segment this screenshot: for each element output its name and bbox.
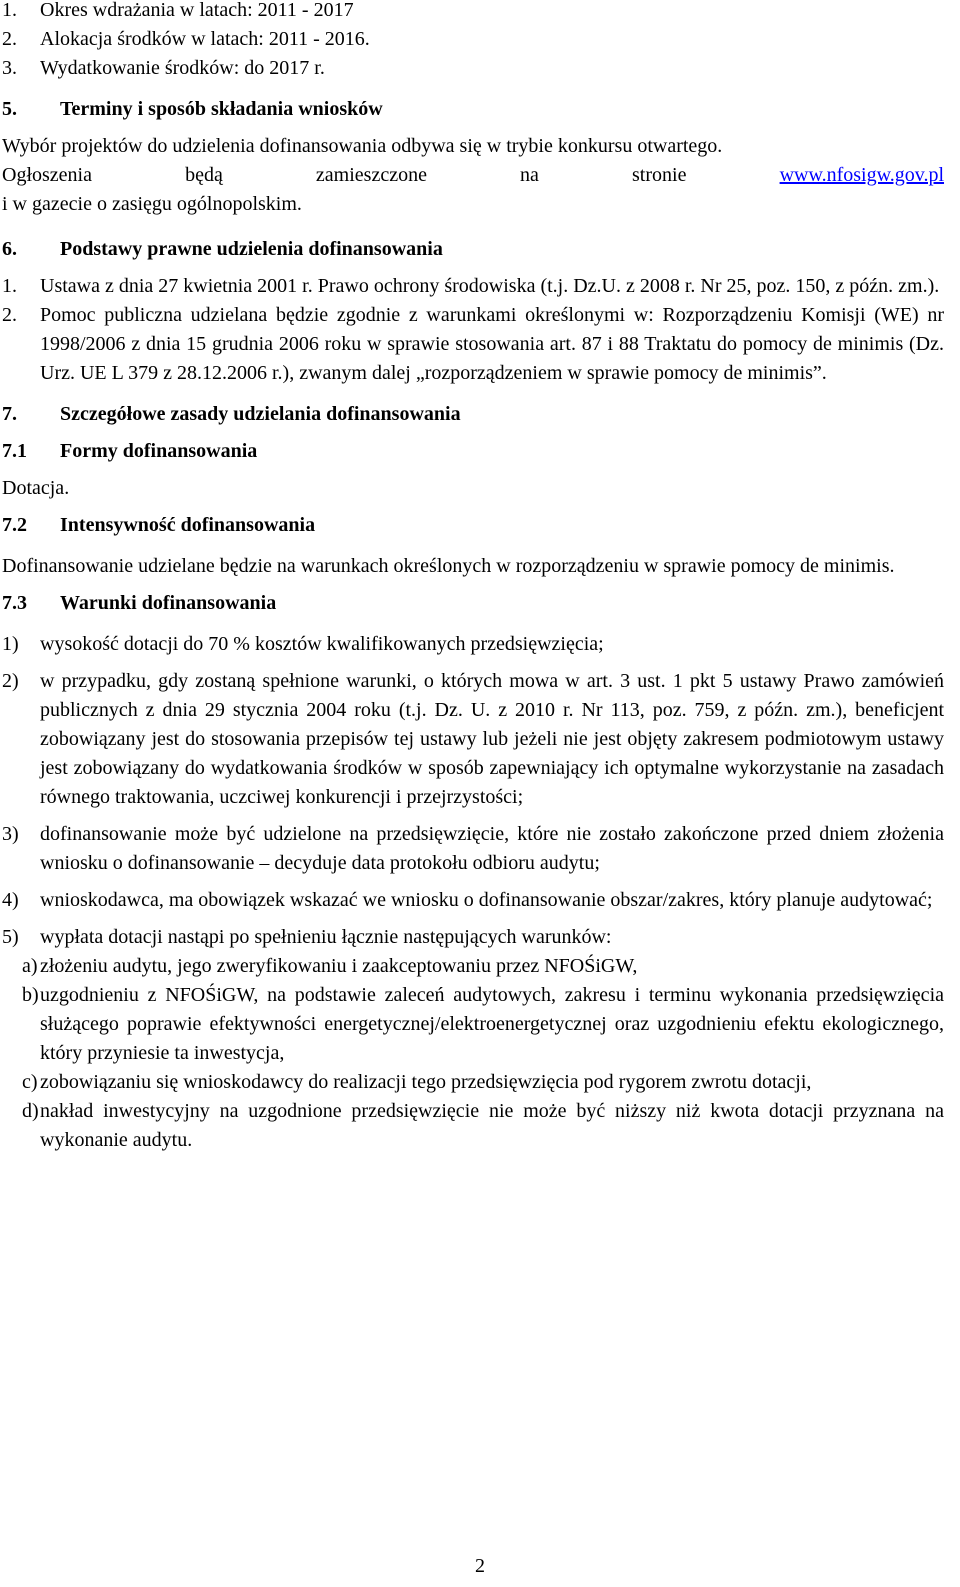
list-item (2, 0, 944, 25)
section-heading-7 (2, 400, 944, 429)
paragraph: i w gazecie o zasięgu ogólnopolskim. (2, 193, 302, 215)
section-heading-7-3 (2, 589, 944, 618)
document-content (2, 0, 944, 1155)
section-heading-7-1 (2, 437, 944, 466)
list-letter: c) (22, 1071, 38, 1093)
section-title: Intensywność dofinansowania (60, 514, 316, 536)
list-text: w przypadku, gdy zostaną spełnione warunki, o których mowa w art. 3 ust. 1 pkt 5 ustawy Prawo zamówień publicznych z dnia 29 stycznia 2004 roku (t.j. Dz. U. z 2010 r. Nr 113, poz. 759, z późn. zm.), beneficjent zobowiązany jest do stosowania przepisów tej ustawy lub jeżeli nie jest objęty zakresem podmiotowym ustawy jest zobowiązany do wydatkowania środków w sposób zapewniający ich optymalne wykorzystanie na zasadach równego traktowania, uczciwej konkurencji i przejrzystości; (40, 670, 944, 808)
list-number: 1. (2, 0, 17, 21)
section-number: 7. (2, 403, 17, 425)
list-text: Pomoc publiczna udzielana będzie zgodnie z warunkami określonymi w: Rozporządzeniu Komisji (WE) nr 1998/2006 z dnia 15 grudnia 2006 roku w sprawie stosowania art. 87 i 88 Traktatu do pomocy de minimis (Dz. Urz. UE L 379 z 28.12.2006 r.), zwanym dalej „rozporządzeniem w sprawie pomocy de minimis”. (40, 304, 944, 384)
list-number: 1. (2, 275, 17, 297)
list-text: Ustawa z dnia 27 kwietnia 2001 r. Prawo ochrony środowiska (t.j. Dz.U. z 2008 r. Nr 25, poz. 150, z późn. zm.). (40, 275, 940, 297)
list-item (2, 25, 944, 54)
section-number: 5. (2, 98, 17, 120)
condition-item (2, 923, 944, 952)
list-number: 2) (2, 670, 19, 692)
paragraph (2, 161, 944, 190)
sub-condition-item (2, 1097, 944, 1155)
list-number: 3) (2, 823, 19, 845)
sub-condition-item (2, 981, 944, 1068)
list-item (2, 272, 944, 301)
list-text: uzgodnieniu z NFOŚiGW, na podstawie zaleceń audytowych, zakresu i terminu wykonania przedsięwzięcia służącego poprawie efektywności energetycznej/elektroenergetycznej oraz uzgodnieniu efektu ekologicznego, który przyniesie ta inwestycja, (40, 984, 944, 1064)
list-number: 2. (2, 304, 17, 326)
website-link[interactable]: www.nfosigw.gov.pl (779, 164, 945, 186)
section-title: Formy dofinansowania (60, 440, 258, 462)
sub-condition-item (2, 1068, 944, 1097)
section-title: Warunki dofinansowania (60, 592, 277, 614)
paragraph: Dofinansowanie udzielane będzie na warunkach określonych w rozporządzeniu w sprawie pomocy de minimis. (2, 555, 895, 577)
section-title: Terminy i sposób składania wniosków (60, 98, 383, 120)
list-number: 2. (2, 28, 17, 50)
section-number: 6. (2, 238, 17, 260)
section-heading-5 (2, 95, 944, 124)
list-letter: d) (22, 1100, 39, 1122)
section-number: 7.1 (2, 440, 27, 462)
condition-item (2, 630, 944, 659)
page-number: 2 (475, 1555, 485, 1577)
section-number: 7.2 (2, 514, 27, 536)
section-heading-7-2 (2, 511, 944, 540)
list-text: Okres wdrażania w latach: 2011 - 2017 (40, 0, 354, 21)
sub-condition-item (2, 952, 944, 981)
condition-item (2, 667, 944, 812)
list-number: 5) (2, 926, 19, 948)
list-letter: a) (22, 955, 38, 977)
list-item (2, 301, 944, 388)
list-item (2, 54, 944, 83)
list-text: wypłata dotacji nastąpi po spełnieniu łącznie następujących warunków: (40, 926, 612, 948)
section-title: Podstawy prawne udzielenia dofinansowania (60, 238, 443, 260)
list-text: dofinansowanie może być udzielone na przedsięwzięcie, które nie zostało zakończone przed dniem złożenia wniosku o dofinansowanie – decyduje data protokołu odbioru audytu; (40, 823, 944, 874)
list-number: 4) (2, 889, 19, 911)
paragraph: Dotacja. (2, 477, 70, 499)
section-title: Szczegółowe zasady udzielania dofinansowania (60, 403, 461, 425)
list-text: wysokość dotacji do 70 % kosztów kwalifikowanych przedsięwzięcia; (40, 633, 604, 655)
section-number: 7.3 (2, 592, 27, 614)
list-text: Wydatkowanie środków: do 2017 r. (40, 57, 325, 79)
list-text: złożeniu audytu, jego zweryfikowaniu i zaakceptowaniu przez NFOŚiGW, (40, 955, 638, 977)
list-number: 1) (2, 633, 19, 655)
list-text: wnioskodawca, ma obowiązek wskazać we wniosku o dofinansowanie obszar/zakres, który planuje audytować; (40, 889, 933, 911)
list-text: Alokacja środków w latach: 2011 - 2016. (40, 28, 370, 50)
paragraph: Wybór projektów do udzielenia dofinansowania odbywa się w trybie konkursu otwartego. (2, 135, 723, 157)
list-letter: b) (22, 984, 39, 1006)
condition-item (2, 886, 944, 915)
condition-item (2, 820, 944, 878)
list-text: nakład inwestycyjny na uzgodnione przedsięwzięcie nie może być niższy niż kwota dotacji przyznana na wykonanie audytu. (40, 1100, 944, 1151)
section-heading-6 (2, 235, 944, 264)
paragraph-text: Ogłoszenia będą zamieszczone na stronie (2, 164, 687, 186)
list-text: zobowiązaniu się wnioskodawcy do realizacji tego przedsięwzięcia pod rygorem zwrotu dotacji, (40, 1071, 812, 1093)
list-number: 3. (2, 57, 17, 79)
